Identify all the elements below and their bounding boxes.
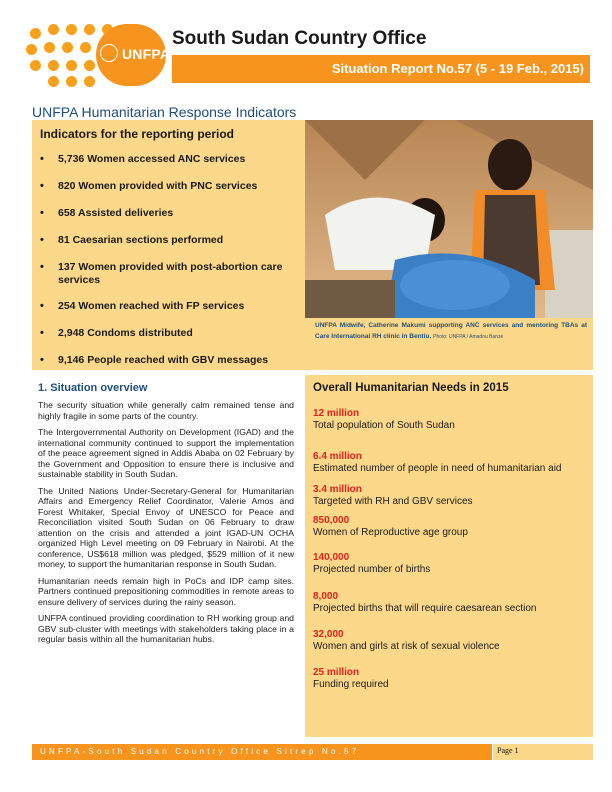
need-item bbox=[313, 515, 589, 539]
need-value: 32,000 bbox=[313, 629, 344, 640]
need-value: 8,000 bbox=[313, 591, 339, 602]
page-number: Page 1 bbox=[497, 746, 519, 755]
need-label: Women and girls at risk of sexual violence bbox=[313, 641, 500, 652]
paragraph: UNFPA continued providing coordination to RH working group and GBV sub-cluster with meetings with stakeholders taking place in a regular basis within all the humanitarian hubs. bbox=[38, 613, 294, 644]
photo-caption-box bbox=[305, 318, 593, 370]
need-label: Women of Reproductive age group bbox=[313, 527, 468, 538]
section-title: UNFPA Humanitarian Response Indicators bbox=[32, 104, 297, 120]
logo-text: UNFPA bbox=[122, 46, 171, 62]
page-title: South Sudan Country Office bbox=[172, 28, 427, 49]
indicator-item: • 81 Caesarian sections performed bbox=[40, 234, 302, 247]
page-number-box bbox=[493, 744, 593, 760]
un-emblem-icon bbox=[100, 44, 118, 62]
need-value: 140,000 bbox=[313, 552, 350, 563]
need-label: Projected number of births bbox=[313, 564, 431, 575]
indicator-item: • 9,146 People reached with GBV messages bbox=[40, 354, 302, 367]
paragraph: The United Nations Under-Secretary-General for Humanitarian Affairs and Emergency Relief Coordinator, Valerie Amos and Forest Whitaker, Special Envoy of UNESCO for Peace and Reconciliation visited South Sudan on 06 February to draw attention on the crisis and attended a joint IGAD-UN OCHA organized High Level meeting on 09 February in Nairobi. At the conference, US$618 million was pledged, $529 million of it new money, to support the humanitarian response in South Sudan. bbox=[38, 485, 294, 569]
indicators-heading: Indicators for the reporting period bbox=[40, 127, 235, 141]
indicator-item: • 254 Women reached with FP services bbox=[40, 300, 302, 313]
need-item bbox=[313, 552, 589, 576]
photo-caption bbox=[315, 320, 587, 343]
need-value: 850,000 bbox=[313, 515, 350, 526]
need-item bbox=[313, 408, 589, 432]
need-item bbox=[313, 667, 589, 691]
footer-text: UNFPA-South Sudan Country Office Sitrep No.57 bbox=[40, 747, 360, 756]
report-banner bbox=[172, 55, 590, 83]
indicators-box bbox=[32, 120, 305, 370]
need-item bbox=[313, 484, 589, 508]
paragraph: The security situation while generally calm remained tense and highly fragile in some parts of the country. bbox=[38, 400, 294, 421]
need-item bbox=[313, 591, 589, 615]
need-label: Targeted with RH and GBV services bbox=[313, 496, 473, 507]
indicator-item: • 5,736 Women accessed ANC services bbox=[40, 153, 302, 166]
photo-credit: Photo: UNFPA / Amadou Banze bbox=[433, 334, 504, 340]
paragraph: Humanitarian needs remain high in PoCs and IDP camp sites. Partners continued prepositioning commodities in remote areas to ensure delivery of services during the rainy season. bbox=[38, 575, 294, 607]
need-label: Total population of South Sudan bbox=[313, 420, 455, 431]
indicator-item: • 2,948 Condoms distributed bbox=[40, 327, 302, 340]
footer-bar bbox=[32, 744, 492, 760]
need-value: 12 million bbox=[313, 408, 360, 419]
need-label: Funding required bbox=[313, 679, 389, 690]
unfpa-logo bbox=[26, 22, 171, 92]
situation-overview-body bbox=[38, 400, 294, 651]
situation-overview-title: 1. Situation overview bbox=[38, 382, 148, 394]
needs-heading: Overall Humanitarian Needs in 2015 bbox=[313, 382, 509, 394]
humanitarian-needs-box bbox=[305, 375, 593, 737]
paragraph: The Intergovernmental Authority on Development (IGAD) and the international community continued to support the implementation of the peace agreement signed in Addis Ababa on 02 February by the Government and Opposition to ensure there is inclusive and sustainable stability in South Sudan. bbox=[38, 427, 294, 479]
need-value: 3.4 million bbox=[313, 484, 362, 495]
indicator-item: • 137 Women provided with post-abortion care services bbox=[40, 261, 302, 287]
report-subtitle: Situation Report No.57 (5 - 19 Feb., 2015) bbox=[331, 61, 584, 76]
need-label: Projected births that will require caesarean section bbox=[313, 603, 537, 614]
caption-text: UNFPA Midwife, Catherine Makumi supporting ANC services and mentoring TBAs at Care International RH clinic in Bentiu. bbox=[315, 322, 587, 340]
indicators-list bbox=[40, 153, 302, 367]
indicator-item: • 820 Women provided with PNC services bbox=[40, 180, 302, 193]
midwife-photo bbox=[305, 120, 593, 318]
need-label: Estimated number of people in need of humanitarian aid bbox=[313, 463, 562, 474]
indicator-item: • 658 Assisted deliveries bbox=[40, 207, 302, 220]
need-item bbox=[313, 629, 589, 653]
need-value: 25 million bbox=[313, 667, 360, 678]
need-value: 6.4 million bbox=[313, 451, 362, 462]
need-item bbox=[313, 451, 589, 475]
